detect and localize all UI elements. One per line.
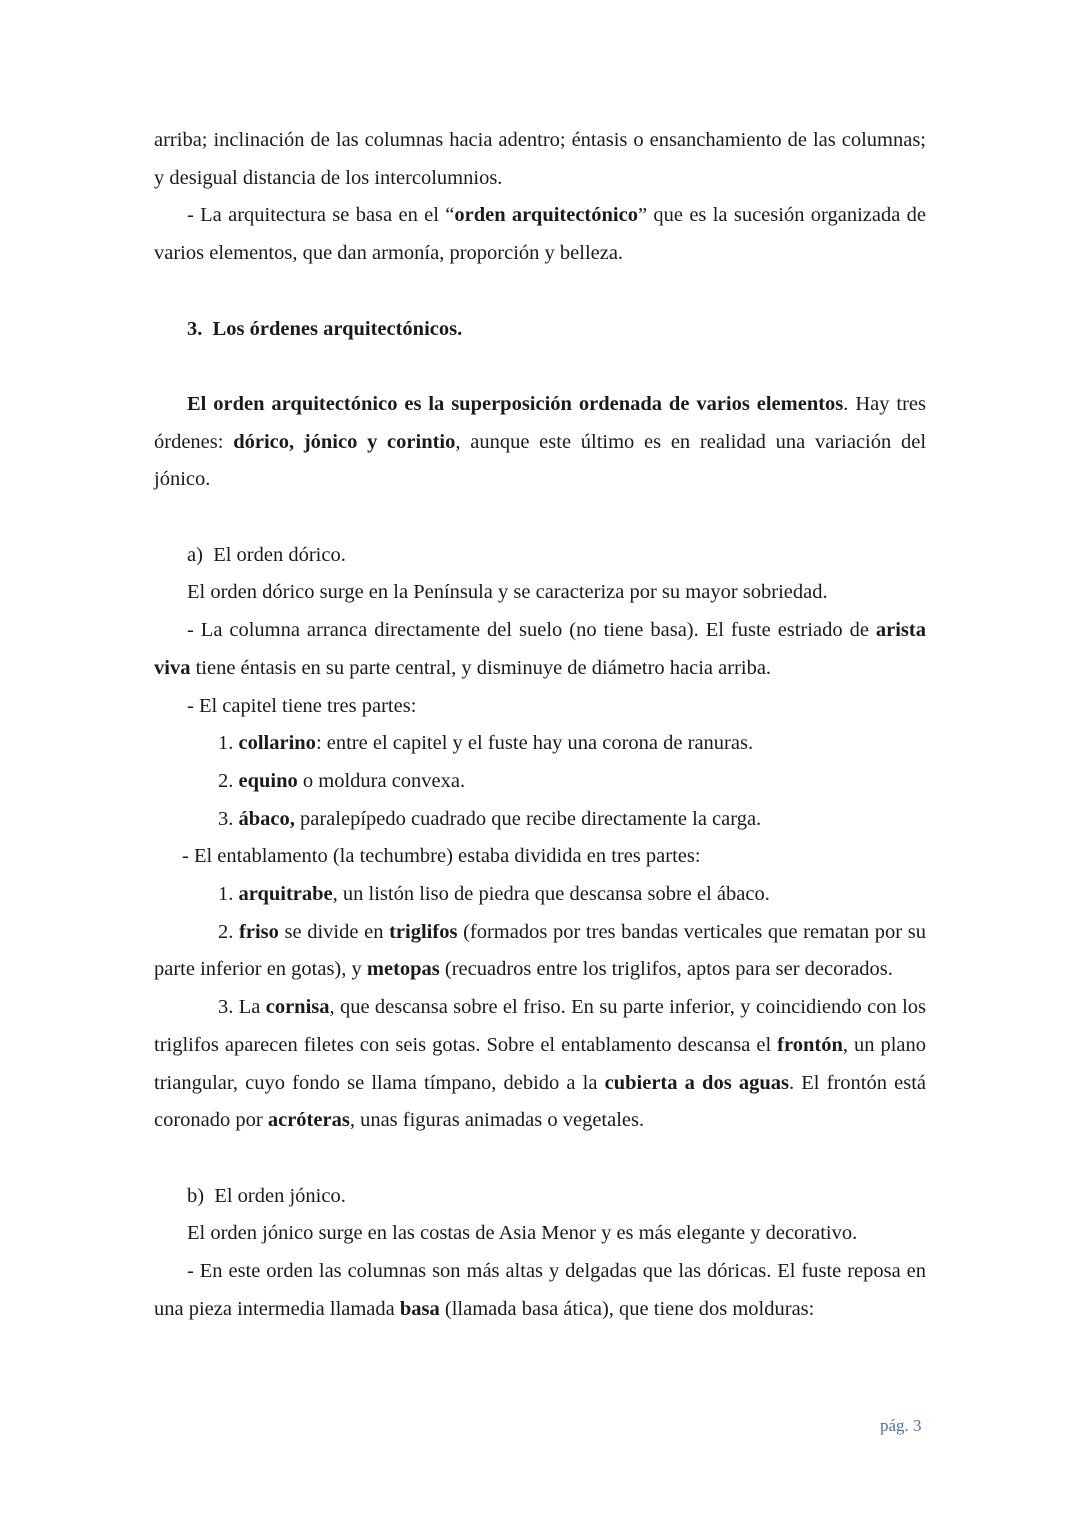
text-run: - La arquitectura se basa en el “: [187, 204, 455, 227]
bold-term: friso: [239, 920, 279, 943]
section-number: 3.: [187, 317, 203, 340]
subsection-heading-doric: [154, 537, 926, 575]
text-run: (recuadros entre los triglifos, aptos para ser decorados.: [439, 958, 893, 981]
page-number: pág. 3: [880, 1416, 922, 1435]
paragraph-doric-column: [154, 612, 926, 687]
bold-term: frontón: [777, 1033, 843, 1056]
text-run: , aunque este último es en realidad una variación del jónico.: [154, 430, 927, 491]
paragraph-ionic-column: [154, 1253, 926, 1328]
list-item-friso: [154, 914, 926, 989]
text-run: . Hay tres órdenes:: [154, 392, 926, 453]
bold-term: orden arquitectónico: [454, 204, 638, 227]
list-item-cornisa: [154, 989, 926, 1140]
list-number: 3.: [218, 996, 234, 1019]
paragraph-entablamento-head: - El entablamento (la techumbre) estaba dividida en tres partes:: [182, 845, 701, 868]
list-item-arquitrabe: [154, 876, 926, 914]
text-run: - La columna arranca directamente del suelo (no tiene basa). El fuste estriado de: [187, 619, 876, 642]
list-number: 1.: [218, 732, 234, 755]
paragraph-orden-arquitectonico: [154, 197, 926, 272]
list-item-collarino: [154, 725, 926, 763]
text-run: o moldura convexa.: [297, 769, 466, 792]
bold-term: arquitrabe: [238, 883, 333, 906]
text-run: , un plano triangular, cuyo fondo se llama tímpano, debido a la: [154, 1033, 927, 1094]
text-run: (formados por tres bandas verticales que rematan por su parte inferior en gotas), y: [154, 920, 927, 981]
section-title: Los órdenes arquitectónicos.: [212, 317, 463, 340]
list-marker: a): [187, 543, 203, 566]
bold-term: cornisa: [265, 996, 330, 1019]
bold-term: basa: [399, 1297, 440, 1320]
subsection-title: El orden dórico.: [213, 543, 346, 566]
bold-term: arista viva: [154, 619, 926, 679]
bold-term: equino: [238, 769, 298, 792]
text-run: , un listón liso de piedra que descansa sobre el ábaco.: [332, 883, 770, 906]
subsection-title: El orden jónico.: [214, 1184, 346, 1207]
paragraph-intercolumnios: arriba; inclinación de las columnas hacia adentro; éntasis o ensanchamiento de las columnas; y desigual distancia de los intercolumnios.: [154, 129, 926, 189]
text-run: : entre el capitel y el fuste hay una corona de ranuras.: [315, 732, 754, 755]
text-run: La: [233, 996, 266, 1019]
list-number: 1.: [218, 883, 234, 906]
text-run: - En este orden las columnas son más altas y delgadas que las dóricas. El fuste reposa en una pieza intermedia llamada: [154, 1260, 926, 1320]
list-number: 2.: [218, 920, 234, 943]
paragraph-ionic-intro: El orden jónico surge en las costas de Asia Menor y es más elegante y decorativo.: [187, 1222, 858, 1245]
bold-term: triglifos: [389, 920, 458, 943]
bold-term: ábaco,: [238, 807, 295, 830]
text-run: ” que es la sucesión organizada de varios elementos, que dan armonía, proporción y belleza.: [154, 204, 926, 265]
paragraph-doric-intro: El orden dórico surge en la Península y se caracteriza por su mayor sobriedad.: [187, 581, 828, 604]
text-run: , que descansa sobre el friso. En su parte inferior, y coincidiendo con los triglifos aparecen filetes con seis gotas. Sobre el entablamento descansa el: [154, 996, 927, 1056]
paragraph-ordenes: [154, 386, 926, 499]
list-number: 2.: [218, 769, 234, 792]
list-number: 3.: [218, 807, 234, 830]
text-run: , unas figuras animadas o vegetales.: [349, 1109, 645, 1132]
bold-term: metopas: [366, 958, 440, 981]
list-marker: b): [187, 1184, 205, 1207]
bold-term: collarino: [238, 732, 316, 755]
text-run: se divide en: [278, 920, 390, 943]
list-item-abaco: [154, 801, 926, 839]
bold-term: cubierta a dos aguas: [604, 1071, 789, 1094]
text-run: tiene éntasis en su parte central, y disminuye de diámetro hacia arriba.: [190, 656, 772, 679]
paragraph-capitel-head: - El capitel tiene tres partes:: [187, 694, 417, 717]
bold-term: dórico, jónico y corintio: [233, 430, 456, 453]
bold-term: acróteras: [267, 1109, 350, 1132]
subsection-heading-ionic: [154, 1178, 926, 1216]
text-run: (llamada basa ática), que tiene dos molduras:: [439, 1297, 815, 1320]
bold-term: El orden arquitectónico es la superposición ordenada de varios elementos: [187, 392, 844, 415]
section-heading: [154, 311, 926, 349]
document-page: [154, 122, 926, 1328]
list-item-equino: [154, 763, 926, 801]
text-run: paralepípedo cuadrado que recibe directamente la carga.: [294, 807, 762, 830]
text-run: . El frontón está coronado por: [154, 1071, 926, 1132]
